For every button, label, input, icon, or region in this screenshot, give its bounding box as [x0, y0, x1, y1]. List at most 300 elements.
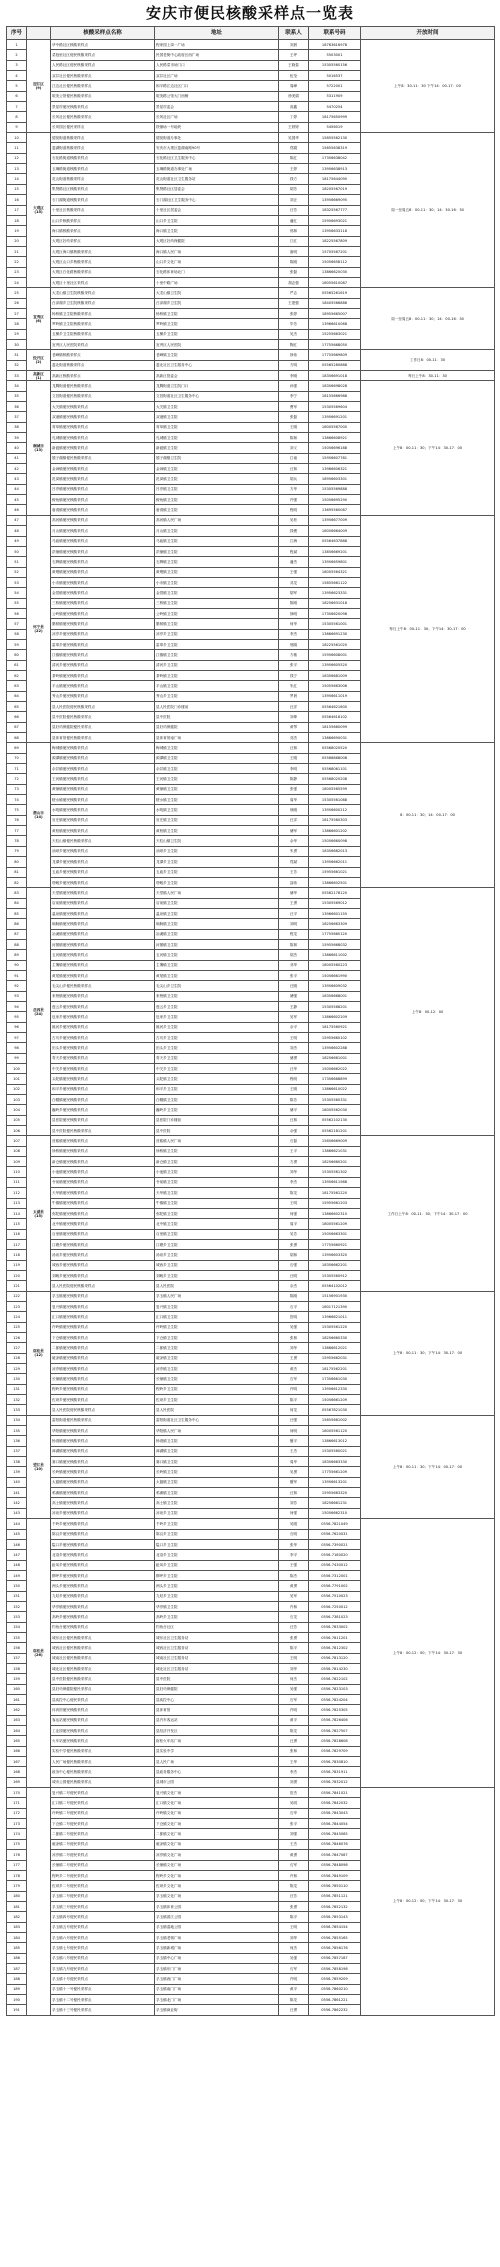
table-row	[7, 1415, 495, 1425]
site-address: 雷阳街道社区卫生服务中心	[155, 1415, 279, 1425]
site-name: 高河镇便民核酸采样点	[51, 515, 155, 525]
site-contact: 王明	[279, 1653, 309, 1663]
row-number: 1	[7, 40, 27, 50]
site-contact: 余华	[279, 836, 309, 846]
site-name: 二郎镇便民核酸采样点	[51, 1343, 155, 1353]
site-name: 洲头乡便民核酸采样点	[51, 1581, 155, 1591]
site-address: 汇口镇卫生院	[155, 1312, 279, 1322]
row-number: 127	[7, 1343, 27, 1353]
site-phone: 15305561220	[309, 1322, 361, 1332]
region-hours: 上午8：00-11：30；下午14：00-17：00	[361, 1415, 495, 1518]
site-name: 月山镇便民核酸采样点	[51, 526, 155, 536]
site-address: 花山街道社区卫生服务站	[155, 174, 279, 184]
site-address: 高岭乡卫生院	[155, 1612, 279, 1622]
site-address: 城北社区卫生服务站	[155, 1663, 279, 1673]
site-phone: 18405566886	[309, 298, 361, 308]
site-name: 高岭乡便民核酸采样点	[51, 1612, 155, 1622]
site-address: 隘口乡卫生院	[155, 1539, 279, 1549]
site-name: 三桥镇便民核酸采样点	[51, 598, 155, 608]
row-number: 62	[7, 670, 27, 680]
row-number: 31	[7, 350, 27, 360]
site-phone: 15056663301	[309, 1229, 361, 1239]
site-name: 菜巷里社区便民核酸采样点	[51, 50, 155, 60]
site-contact: 汪芳	[279, 205, 309, 215]
site-name: 汤泉乡便民核酸采样点	[51, 1250, 155, 1260]
region-name: 高新区	[33, 371, 44, 376]
site-name: 新渡镇便民核酸采样点	[51, 443, 155, 453]
site-phone: 05568020208	[309, 774, 361, 784]
row-number: 171	[7, 1798, 27, 1808]
row-number: 136	[7, 1436, 27, 1446]
site-address: 长风社区广场	[155, 112, 279, 122]
site-phone: 13856669201	[309, 546, 361, 556]
site-address: 铁铺场一号地块	[155, 122, 279, 132]
site-contact: 吴勇	[279, 1467, 309, 1477]
site-contact: 曹军	[279, 402, 309, 412]
row-number: 113	[7, 1198, 27, 1208]
site-name: 县中医院便民核酸采样点	[51, 712, 155, 722]
row-number: 128	[7, 1353, 27, 1363]
site-address: 天柱山镇卫生院	[155, 836, 279, 846]
site-address: 牛镇镇卫生院	[155, 1198, 279, 1208]
site-address: 黄铺镇卫生院	[155, 784, 279, 794]
site-phone: 13866690031	[309, 733, 361, 743]
site-phone: 0556-7829709	[309, 1746, 361, 1756]
site-contact: 王勇	[279, 898, 309, 908]
site-name: 城西乡便民核酸采样点	[51, 1260, 155, 1270]
row-number: 101	[7, 1074, 27, 1084]
site-phone: 18055610087	[309, 277, 361, 287]
site-name: 山口乡核酸采样点	[51, 215, 155, 225]
row-number: 177	[7, 1860, 27, 1870]
site-phone: 15305560156	[309, 60, 361, 70]
row-number: 183	[7, 1922, 27, 1932]
site-phone: 18256660201	[309, 1157, 361, 1167]
site-phone: 18005562030	[309, 1105, 361, 1115]
site-contact: 毕芳	[279, 319, 309, 329]
site-name: 孚玉镇十二号便民采样点	[51, 1994, 155, 2004]
site-name: 柳坪乡便民核酸采样点	[51, 1570, 155, 1580]
row-number: 74	[7, 795, 27, 805]
site-name: 杨湾镇便民核酸采样点	[51, 1436, 155, 1446]
site-phone: 18205567019	[309, 184, 361, 194]
site-phone: 15305561302	[309, 1167, 361, 1177]
site-phone: 0556-7859209	[309, 1974, 361, 1984]
site-name: 腊树镇便民核酸采样点	[51, 619, 155, 629]
row-number: 65	[7, 702, 27, 712]
site-address: 徐桥镇卫生院	[155, 1146, 279, 1156]
site-phone: 15056695290	[309, 495, 361, 505]
site-name: 政务中心便民核酸采样点	[51, 1767, 155, 1777]
site-phone: 0556-7841021	[309, 1788, 361, 1798]
site-contact: 严志	[279, 288, 309, 298]
site-name: 洪铺镇便民核酸采样点	[51, 546, 155, 556]
row-number: 176	[7, 1850, 27, 1860]
site-phone: 15956608001	[309, 650, 361, 660]
site-phone: 0556-7851121	[309, 1891, 361, 1901]
site-contact: 张林	[279, 1746, 309, 1756]
row-number: 145	[7, 1529, 27, 1539]
site-phone: 13866602310	[309, 1208, 361, 1218]
row-number: 160	[7, 1684, 27, 1694]
site-contact: 刘芳	[279, 1498, 309, 1508]
site-name: 大观区十里社区采样点	[51, 277, 155, 287]
site-phone: 18356691018	[309, 371, 361, 381]
site-name: 佐坝乡便民核酸采样点	[51, 1395, 155, 1405]
site-address: 平山镇卫生院	[155, 681, 279, 691]
site-contact: 邓杰	[279, 733, 309, 743]
site-phone: 15056660098	[309, 836, 361, 846]
site-phone: 18256660330	[309, 1332, 361, 1342]
site-phone: 5016537	[309, 71, 361, 81]
site-name: 吕亭镇便民核酸采样点	[51, 484, 155, 494]
site-contact: 储平	[279, 1105, 309, 1115]
header-address: 地址	[155, 27, 279, 40]
site-phone: 17356638042	[309, 153, 361, 163]
site-name: 公岭镇便民核酸采样点	[51, 608, 155, 618]
site-contact: 汪勇	[279, 1736, 309, 1746]
site-phone: 0556-7833002	[309, 1622, 361, 1632]
site-contact: 郑娟	[279, 143, 309, 153]
site-phone: 0556-7832012	[309, 1777, 361, 1787]
site-name: 北中镇便民核酸采样点	[51, 1219, 155, 1229]
site-contact: 石华	[279, 1808, 309, 1818]
site-phone: 13956623331	[309, 588, 361, 598]
site-contact: 何强	[279, 1508, 309, 1518]
site-phone: 18763616978	[309, 40, 361, 50]
row-number: 12	[7, 153, 27, 163]
site-address: 玉琳路街道办事处广场	[155, 164, 279, 174]
site-address: 千岭乡卫生院	[155, 1519, 279, 1529]
site-phone: 15305569012	[309, 898, 361, 908]
site-phone: 18356662201	[309, 1260, 361, 1270]
region-hours: 周一至周五8：00-11：30；14：00-16：30	[361, 288, 495, 350]
site-address: 响肠镇卫生院	[155, 919, 279, 929]
site-address: 杨桥镇卫生院	[155, 308, 279, 318]
site-phone: 0556-7823103	[309, 1684, 361, 1694]
site-name: 程岭乡二号便民采样点	[51, 1870, 155, 1880]
table-body	[7, 40, 495, 2016]
site-contact: 汪林	[279, 464, 309, 474]
site-address: 晋熙镇人民广场	[155, 1136, 279, 1146]
site-phone: 05567821030	[309, 1405, 361, 1415]
row-number: 5	[7, 81, 27, 91]
site-contact: 石军	[279, 1695, 309, 1705]
region-cell	[27, 288, 51, 350]
site-phone: 5456019	[309, 122, 361, 132]
site-phone: 0556-7861221	[309, 1994, 361, 2004]
row-number: 25	[7, 288, 27, 298]
row-number: 27	[7, 308, 27, 318]
site-contact: 黄琴	[279, 722, 309, 732]
site-name: 凉泉乡便民核酸采样点	[51, 1508, 155, 1518]
site-address: 北浴乡卫生院	[155, 1550, 279, 1560]
row-number: 56	[7, 608, 27, 618]
site-phone: 13956609032	[309, 981, 361, 991]
site-phone: 13866601202	[309, 826, 361, 836]
site-name: 白帽镇便民核酸采样点	[51, 1095, 155, 1105]
site-phone: 0556-7813120	[309, 1653, 361, 1663]
site-address: 陈汉乡卫生院	[155, 1529, 279, 1539]
site-phone: 0556-7850110	[309, 1881, 361, 1891]
row-number: 181	[7, 1901, 27, 1911]
site-phone: 15056658112	[309, 257, 361, 267]
site-name: 高新区核酸采样点	[51, 371, 155, 381]
site-name: 江镇镇便民核酸采样点	[51, 650, 155, 660]
row-number: 24	[7, 277, 27, 287]
site-contact: 陈刚	[279, 1291, 309, 1301]
site-address: 二郎镇文化广场	[155, 1829, 279, 1839]
site-phone: 0556-7312001	[309, 1570, 361, 1580]
site-address: 江镇镇卫生院	[155, 650, 279, 660]
site-contact: 徐刚	[279, 805, 309, 815]
site-contact: 陈刚	[279, 598, 309, 608]
site-name: 文昌街道便民核酸采样点	[51, 391, 155, 401]
row-number: 167	[7, 1757, 27, 1767]
site-contact: 张勇	[279, 1239, 309, 1249]
site-name: 县人民医院便民核酸采样点	[51, 702, 155, 712]
site-name: 百里镇便民核酸采样点	[51, 1229, 155, 1239]
row-number: 60	[7, 650, 27, 660]
site-phone: 13956659801	[309, 557, 361, 567]
row-number: 151	[7, 1591, 27, 1601]
site-address: 刘畈乡卫生院	[155, 1270, 279, 1280]
row-number: 34	[7, 381, 27, 391]
site-name: 皖美公馆便民核酸采样点	[51, 91, 155, 101]
site-address: 华阳镇人民广场	[155, 1426, 279, 1436]
site-phone: 18175650999	[309, 112, 361, 122]
row-number: 48	[7, 526, 27, 536]
site-address: 三桥镇卫生院	[155, 598, 279, 608]
row-number: 130	[7, 1374, 27, 1384]
site-name: 长铺镇便民核酸采样点	[51, 1374, 155, 1384]
site-name: 凉亭镇二号便民采样点	[51, 1850, 155, 1860]
site-name: 梅城镇便民核酸采样点	[51, 743, 155, 753]
site-phone: 15056661209	[309, 1395, 361, 1405]
site-contact: 朱勇	[279, 846, 309, 856]
site-name: 凉亭镇便民核酸采样点	[51, 1364, 155, 1374]
row-number: 166	[7, 1746, 27, 1756]
site-phone: 13866613012	[309, 1436, 361, 1446]
site-contact: 李杰	[279, 629, 309, 639]
site-name: 凉亭乡便民核酸采样点	[51, 629, 155, 639]
row-number: 71	[7, 764, 27, 774]
site-address: 县人民医院门诊楼前	[155, 702, 279, 712]
site-name: 温泉镇便民核酸采样点	[51, 908, 155, 918]
site-name: 嬉子湖镇便民核酸采样点	[51, 453, 155, 463]
site-phone: 05562178120	[309, 888, 361, 898]
site-contact: 王强	[279, 567, 309, 577]
site-name: 城东社区便民核酸采样点	[51, 1632, 155, 1642]
row-number: 26	[7, 298, 27, 308]
site-contact: 石军	[279, 1963, 309, 1973]
site-address: 高新区管委会	[155, 371, 279, 381]
site-address: 漳湖镇卫生院	[155, 1446, 279, 1456]
site-address: 长岭镇卫生院	[155, 1467, 279, 1477]
site-contact: 刘华	[279, 1343, 309, 1353]
site-contact: 周华	[279, 1457, 309, 1467]
site-address: 县体育馆	[155, 1705, 279, 1715]
site-contact: 王勇	[279, 1353, 309, 1363]
region-name: 经开区	[33, 356, 44, 361]
site-phone: 0556-7430012	[309, 1560, 361, 1570]
row-number: 97	[7, 1033, 27, 1043]
site-name: 清河乡便民核酸采样点	[51, 660, 155, 670]
region-name: 怀宁县	[33, 625, 44, 630]
site-address: 县人民医院	[155, 1405, 279, 1415]
site-name: 弥陀镇便民核酸采样点	[51, 1208, 155, 1218]
row-number: 69	[7, 743, 27, 753]
row-number: 178	[7, 1870, 27, 1880]
site-address: 山口乡卫生院	[155, 215, 279, 225]
site-phone: 18175562201	[309, 1364, 361, 1374]
site-name: 黄尾镇便民核酸采样点	[51, 970, 155, 980]
site-phone: 05564102012	[309, 1281, 361, 1291]
site-contact: 邓龙	[279, 577, 309, 587]
site-phone: 18005564321	[309, 567, 361, 577]
site-address: 江塘乡卫生院	[155, 1239, 279, 1249]
site-phone: 15955668032	[309, 939, 361, 949]
site-contact: 汪洋	[279, 815, 309, 825]
site-phone: 0556-7845065	[309, 1829, 361, 1839]
site-phone: 05564637888	[309, 536, 361, 546]
region-hours: 上午8：00-12：00	[361, 888, 495, 1136]
site-phone: 17356661030	[309, 1374, 361, 1384]
site-address: 杨湾镇卫生院	[155, 1436, 279, 1446]
site-name: 花山街道核酸采样点	[51, 174, 155, 184]
site-phone: 13956662011	[309, 857, 361, 867]
site-phone: 15056662022	[309, 1064, 361, 1074]
region-count: (15)	[34, 210, 43, 215]
site-address: 大关镇卫生院	[155, 402, 279, 412]
row-number: 152	[7, 1601, 27, 1611]
row-number: 63	[7, 681, 27, 691]
site-phone: 0556-7854154	[309, 1922, 361, 1932]
site-address: 文昌街道社区卫生服务中心	[155, 391, 279, 401]
row-number: 41	[7, 453, 27, 463]
site-address: 安庆市大观区菱湖南路90号	[155, 143, 279, 153]
site-contact: 程明	[279, 505, 309, 515]
row-number: 123	[7, 1301, 27, 1311]
site-name: 茶岭镇便民核酸采样点	[51, 670, 155, 680]
site-name: 漳湖镇便民核酸采样点	[51, 1446, 155, 1456]
site-contact: 许明	[279, 1705, 309, 1715]
site-contact: 江红	[279, 236, 309, 246]
site-name: 王河镇便民核酸采样点	[51, 774, 155, 784]
row-number: 180	[7, 1891, 27, 1901]
row-number: 84	[7, 898, 27, 908]
site-contact: 陈龙	[279, 1188, 309, 1198]
site-address: 白泽湖乡卫生院	[155, 298, 279, 308]
site-phone: 05562181201	[309, 1126, 361, 1136]
site-phone: 0556-7856176	[309, 1943, 361, 1953]
site-address: 天堂镇人民广场	[155, 888, 279, 898]
site-address: 小市镇卫生院	[155, 577, 279, 587]
site-address: 弥陀镇卫生院	[155, 1208, 279, 1218]
region-hours: 上午8：00-11：30；下午14：30-17：00	[361, 381, 495, 515]
site-contact: 徐伟	[279, 350, 309, 360]
row-number: 46	[7, 505, 27, 515]
table-header	[7, 27, 495, 40]
site-contact: 黄勇	[279, 1581, 309, 1591]
row-number: 14	[7, 174, 27, 184]
site-name: 宜秀区人民医院采样点	[51, 339, 155, 349]
row-number: 87	[7, 929, 27, 939]
site-address: 马庙镇卫生院	[155, 536, 279, 546]
site-phone: 18325567777	[309, 205, 361, 215]
site-contact: 徐美娟	[279, 91, 309, 101]
site-contact: 张婷	[279, 308, 309, 318]
site-address: 下仓镇文化广场	[155, 1819, 279, 1829]
site-address: 王河镇卫生院	[155, 774, 279, 784]
site-address: 集贤路社区居委会	[155, 184, 279, 194]
row-number: 121	[7, 1281, 27, 1291]
site-name: 十里社区核酸采样点	[51, 205, 155, 215]
site-contact: 石强	[279, 1260, 309, 1270]
site-contact: 王芳	[279, 867, 309, 877]
site-phone: 5722001	[309, 81, 361, 91]
site-address: 县汽车客运站	[155, 1715, 279, 1725]
site-contact: 黄勇	[279, 1850, 309, 1860]
site-contact: 刘杰	[279, 1043, 309, 1053]
site-name: 孚玉镇十号便民采样点	[51, 1974, 155, 1984]
site-address: 石化路体育场北门	[155, 267, 279, 277]
row-number: 86	[7, 919, 27, 929]
site-name: 汇口镇便民核酸采样点	[51, 1312, 155, 1322]
row-number: 40	[7, 443, 27, 453]
site-contact: 王华	[279, 1757, 309, 1767]
site-phone: 15855562130	[309, 133, 361, 143]
site-address: 巍岭乡卫生院	[155, 1105, 279, 1115]
site-phone: 15705567201	[309, 246, 361, 256]
table-row	[7, 40, 495, 50]
region-name: 宿松县	[33, 1349, 44, 1354]
row-number: 9	[7, 122, 27, 132]
row-number: 90	[7, 960, 27, 970]
site-name: 田头乡便民核酸采样点	[51, 1043, 155, 1053]
site-address: 莲云乡卫生院	[155, 1001, 279, 1011]
row-number: 170	[7, 1788, 27, 1798]
site-contact: 檀平	[279, 1436, 309, 1446]
site-address: 九姑乡卫生院	[155, 1591, 279, 1601]
row-number: 164	[7, 1726, 27, 1736]
site-phone: 18017121390	[309, 1301, 361, 1311]
site-name: 人民广场便民核酸采样点	[51, 1757, 155, 1767]
site-phone: 17755669809	[309, 350, 361, 360]
site-contact: 汪强	[279, 1415, 309, 1425]
site-name: 孚玉镇二号便民采样点	[51, 1891, 155, 1901]
region-count: (24)	[34, 1011, 43, 1016]
site-address: 下仓镇卫生院	[155, 1332, 279, 1342]
region-hours: 工作日8：00-11：30	[361, 350, 495, 371]
region-cell	[27, 350, 51, 371]
site-phone: 13966601155	[309, 908, 361, 918]
site-address: 河图镇卫生院	[155, 939, 279, 949]
site-phone: 0556-7828608	[309, 1736, 361, 1746]
site-contact: 汪林	[279, 1488, 309, 1498]
site-name: 大观区妇幼采样点	[51, 236, 155, 246]
row-number: 13	[7, 164, 27, 174]
site-contact: 方明	[279, 360, 309, 370]
site-contact: 王明	[279, 1198, 309, 1208]
site-address: 孚玉镇西门广场	[155, 1974, 279, 1984]
site-contact: 周峰	[279, 81, 309, 91]
region-cell	[27, 743, 51, 888]
sampling-site-table	[6, 26, 495, 2016]
site-phone: 13956638913	[309, 164, 361, 174]
site-phone: 15305569604	[309, 402, 361, 412]
region-cell	[27, 133, 51, 288]
